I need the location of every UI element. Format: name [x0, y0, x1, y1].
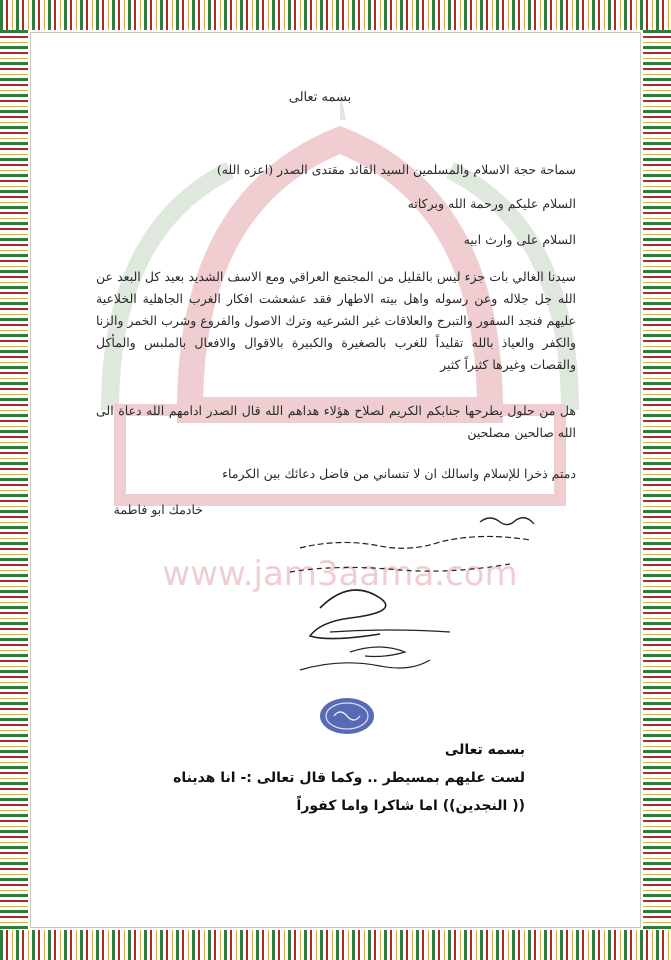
- letter-salute: السلام على وارث ابيه: [463, 232, 576, 247]
- border-top: [0, 0, 671, 30]
- reply-heading: بسمه تعالى: [444, 742, 525, 758]
- watermark-url: www.jam3aama.com: [162, 554, 518, 594]
- border-right: [643, 30, 671, 930]
- letter-greeting: السلام عليكم ورحمة الله وبركاته: [407, 196, 576, 211]
- letter-closing: دمتم ذخرا للإسلام واسالك ان لا تنساني من فاضل دعائك بين الكرماء: [222, 466, 576, 481]
- letter-heading: بسمه تعالى: [288, 90, 352, 105]
- border-bottom: [0, 930, 671, 960]
- reply-line-2: لست عليهم بمسيطر .. وكما قال تعالى :- انا هديناه: [173, 770, 525, 786]
- reply-line-3: (( النجدين)) اما شاكرا واما كفوراً: [296, 798, 525, 814]
- letter-addressee: سماحة حجة الاسلام والمسلمين السيد القائد مقتدى الصدر (اعزه الله): [216, 162, 576, 177]
- handwritten-reply-signature: [280, 510, 580, 710]
- seal-stamp: [318, 696, 376, 736]
- letter-body-2: هل من حلول يطرحها جنابكم الكريم لصلاح هؤلاء هداهم الله قال الصدر ادامهم الله دعاة الى الله صالحين مصلحين: [96, 403, 576, 440]
- letter-signature: خادمك ابو فاطمة: [113, 502, 203, 517]
- border-left: [0, 30, 28, 930]
- letter-body-1: سيدنا الغالي بات جزء ليس بالقليل من المجتمع العراقي ومع الاسف الشديد بعيد كل البعد عن الله جل جلاله وعن رسوله واهل بيته الاطهار فقد عشعشت افكار الغرب الجاهلية الخلاعية عليهم فنجد السفور والتبرج والعلاقات غير الشرعيه وترك الاصول والفروع وشرب الخمر والزنا والكفر والعياذ بالله تقليداً للغرب بالصغيرة والكبيرة بالاقوال والافعال بالملبس والمأكل والقصات وغيرها كثيراً كثير: [96, 269, 576, 372]
